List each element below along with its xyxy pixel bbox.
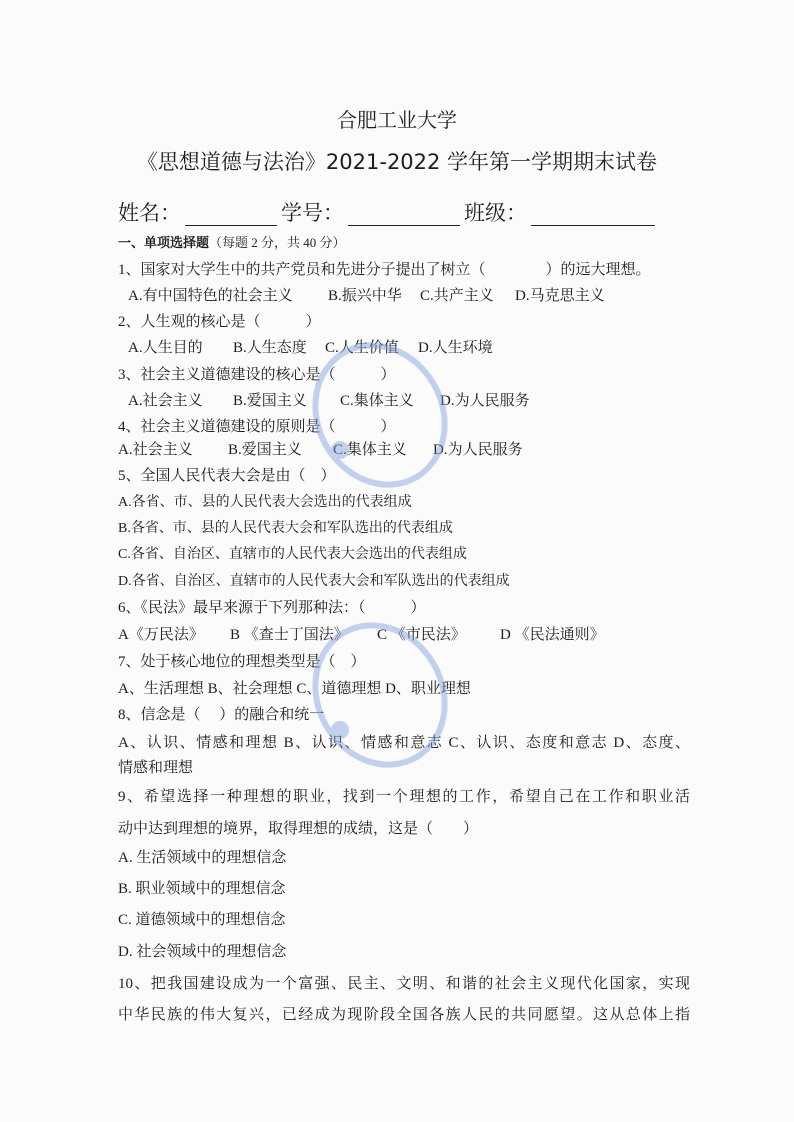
option: A.有中国特色的社会主义: [128, 288, 293, 304]
question-stem: 3、社会主义道德建设的核心是（ ）: [118, 367, 396, 383]
question-stem: 6、《民法》最早来源于下列那种法：（ ）: [118, 600, 426, 616]
id-field[interactable]: [348, 207, 460, 226]
option: B. 职业领域中的理想信念: [118, 881, 286, 897]
question-stem: 1、国家对大学生中的共产党员和先进分子提出了树立（ ）的远大理想。: [118, 262, 651, 278]
section-note: （每题 2 分，共 40 分）: [209, 235, 346, 250]
options-line: A、认识、情感和理想 B、认识、情感和意志 C、认识、态度和意志 D、态度、: [118, 735, 690, 751]
option: C.共产主义: [420, 288, 494, 304]
exam-title: 《思想道德与法治》2021-2022 学年第一学期期末试卷: [136, 150, 658, 174]
option: C 《市民法》: [377, 627, 466, 643]
class-field[interactable]: [531, 207, 655, 226]
option: B.各省、市、县的人民代表大会和军队选出的代表组成: [118, 521, 453, 536]
student-info-line: [118, 200, 659, 226]
option: C.人生价值: [325, 340, 399, 356]
option: C.集体主义: [333, 442, 407, 458]
option: B.人生态度: [233, 340, 307, 356]
question-stem: 8、信念是（ ）的融合和统一: [118, 707, 325, 723]
section-title: 一、单项选择题: [118, 235, 210, 250]
option: A.社会主义: [118, 442, 193, 458]
id-label: 学号：: [281, 201, 344, 225]
name-label: 姓名：: [118, 201, 181, 225]
options-line-continued: 情感和理想: [118, 760, 194, 776]
options-line: A、生活理想 B、社会理想 C、道德理想 D、职业理想: [118, 681, 471, 697]
option: D.为人民服务: [433, 442, 523, 458]
option: A.各省、市、县的人民代表大会选出的代表组成: [118, 495, 412, 510]
question-stem: 2、人生观的核心是（ ）: [118, 314, 321, 330]
option: D.人生环境: [418, 340, 493, 356]
question-stem: 10、把我国建设成为一个富强、民主、文明、和谐的社会主义现代化国家，实现: [118, 976, 690, 992]
section-heading: [118, 233, 346, 253]
option: B.爱国主义: [233, 393, 307, 409]
school-name: 合肥工业大学: [337, 108, 457, 132]
option: A.人生目的: [128, 340, 203, 356]
option: C.集体主义: [340, 393, 414, 409]
option: D.各省、自治区、直辖市的人民代表大会和军队选出的代表组成: [118, 574, 510, 589]
option: D.为人民服务: [440, 393, 530, 409]
option: A.社会主义: [128, 393, 203, 409]
question-stem: 4、社会主义道德建设的原则是（ ）: [118, 419, 396, 435]
option: B 《查士丁国法》: [230, 627, 349, 643]
option: D. 社会领域中的理想信念: [118, 944, 287, 960]
option: D.马克思主义: [515, 288, 605, 304]
question-stem-continued: 中华民族的伟大复兴，已经成为现阶段全国各族人民的共同愿望。这从总体上指: [118, 1007, 690, 1023]
option: B.振兴中华: [328, 288, 402, 304]
question-stem: 7、处于核心地位的理想类型是（ ）: [118, 654, 366, 670]
question-stem-continued: 动中达到理想的境界，取得理想的成绩，这是（ ）: [118, 821, 479, 837]
option: C.各省、自治区、直辖市的人民代表大会选出的代表组成: [118, 547, 467, 562]
option: A《万民法》: [118, 627, 204, 643]
name-field[interactable]: [185, 207, 277, 226]
option: A. 生活领域中的理想信念: [118, 850, 287, 866]
option: B.爱国主义: [228, 442, 302, 458]
class-label: 班级：: [464, 201, 527, 225]
option: D 《民法通则》: [500, 627, 605, 643]
question-stem: 9、希望选择一种理想的职业，找到一个理想的工作，希望自己在工作和职业活: [118, 789, 690, 805]
option: C. 道德领域中的理想信念: [118, 912, 286, 928]
question-stem: 5、全国人民代表大会是由（ ）: [118, 468, 336, 484]
